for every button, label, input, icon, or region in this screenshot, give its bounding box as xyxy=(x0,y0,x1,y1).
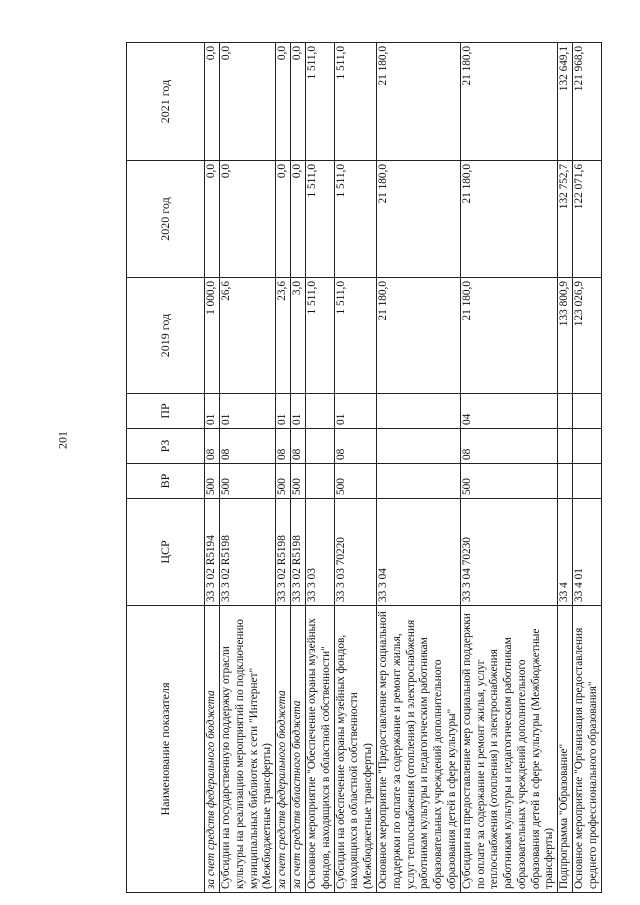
cell-name: Основное мероприятие "Предоставление мер социальной поддержки по оплате за содержание и ремонт жилья, услуг теплоснабжения (отопления) и электроснабжения работникам культуры и педагогическим работникам образовательных учреждений дополнительного образования детей в сфере культуры" xyxy=(377,606,461,893)
cell-2019: 21 180,0 xyxy=(460,278,557,394)
cell-vr: 500 xyxy=(205,464,220,499)
cell-csr: 33 3 03 xyxy=(306,499,335,606)
cell-name: за счет средств федерального бюджета xyxy=(276,606,291,893)
cell-vr: 500 xyxy=(334,464,376,499)
cell-name: Субсидии на предоставление мер социальной поддержки по оплате за содержание и ремонт жилья, услуг теплоснабжения (отопления) и электроснабжения работникам культуры и педагогическим работникам образовательных учреждений дополнительного образования детей в сфере культуры (Межбюджетные трансферты) xyxy=(460,606,557,893)
cell-csr: 33 3 02 R5194 xyxy=(205,499,220,606)
cell-name: за счет средств областного бюджета xyxy=(291,606,306,893)
cell-csr: 33 3 03 70220 xyxy=(334,499,376,606)
cell-csr: 33 3 02 R5198 xyxy=(220,499,276,606)
cell-rz: 08 xyxy=(276,429,291,464)
cell-2021: 1 511,0 xyxy=(334,43,376,161)
cell-name: Основное мероприятие "Организация предоставления среднего профессионального образования" xyxy=(573,606,602,893)
cell-2021: 0,0 xyxy=(276,43,291,161)
header-rz: РЗ xyxy=(127,429,205,464)
cell-2020: 0,0 xyxy=(291,161,306,278)
table-row xyxy=(291,43,306,893)
cell-vr: 500 xyxy=(276,464,291,499)
cell-2019: 1 511,0 xyxy=(334,278,376,394)
header-2019: 2019 год xyxy=(127,278,205,394)
cell-name: Основное мероприятие "Обеспечение охраны музейных фондов, находящихся в областной собственности" xyxy=(306,606,335,893)
cell-2019: 23,6 xyxy=(276,278,291,394)
cell-2020: 21 180,0 xyxy=(377,161,461,278)
cell-2019: 26,6 xyxy=(220,278,276,394)
cell-2020: 0,0 xyxy=(220,161,276,278)
header-pr: ПР xyxy=(127,394,205,429)
cell-csr: 33 4 01 xyxy=(573,499,602,606)
budget-table xyxy=(126,42,602,893)
cell-rz: 08 xyxy=(205,429,220,464)
cell-2019: 1 511,0 xyxy=(306,278,335,394)
cell-vr xyxy=(377,464,461,499)
rotated-table-wrapper xyxy=(126,43,599,893)
cell-vr xyxy=(558,464,573,499)
cell-2020: 0,0 xyxy=(276,161,291,278)
cell-csr: 33 3 02 R5198 xyxy=(276,499,291,606)
table-row xyxy=(276,43,291,893)
table-body xyxy=(205,43,602,893)
header-vr: ВР xyxy=(127,464,205,499)
cell-pr: 01 xyxy=(291,394,306,429)
page-number: 201 xyxy=(55,431,70,449)
cell-2021: 0,0 xyxy=(220,43,276,161)
cell-name: Подпрограмма "Образование" xyxy=(558,606,573,893)
cell-pr xyxy=(558,394,573,429)
cell-name: Субсидии на государственную поддержку отрасли культуры на реализацию мероприятий по подключению муниципальных библиотек к сети "Интернет" (Межбюджетные трансферты) xyxy=(220,606,276,893)
table-row xyxy=(220,43,276,893)
cell-2021: 1 511,0 xyxy=(306,43,335,161)
cell-2019: 133 800,9 xyxy=(558,278,573,394)
cell-name: за счет средств федерального бюджета xyxy=(205,606,220,893)
cell-2020: 0,0 xyxy=(205,161,220,278)
cell-pr xyxy=(573,394,602,429)
cell-name: Субсидии на обеспечение охраны музейных фондов, находящихся в областной собственности (Межбюджетные трансферты) xyxy=(334,606,376,893)
table-row xyxy=(377,43,461,893)
table-header xyxy=(127,43,205,893)
cell-2019: 1 000,0 xyxy=(205,278,220,394)
cell-2020: 122 071,6 xyxy=(573,161,602,278)
table-row xyxy=(573,43,602,893)
cell-vr: 500 xyxy=(291,464,306,499)
cell-2021: 0,0 xyxy=(291,43,306,161)
cell-pr: 01 xyxy=(276,394,291,429)
cell-2021: 121 968,0 xyxy=(573,43,602,161)
cell-pr xyxy=(377,394,461,429)
cell-2020: 21 180,0 xyxy=(460,161,557,278)
cell-pr: 04 xyxy=(460,394,557,429)
header-2020: 2020 год xyxy=(127,161,205,278)
cell-vr: 500 xyxy=(460,464,557,499)
table-row xyxy=(205,43,220,893)
cell-rz xyxy=(377,429,461,464)
cell-2019: 3,0 xyxy=(291,278,306,394)
cell-2019: 123 026,9 xyxy=(573,278,602,394)
cell-2020: 1 511,0 xyxy=(334,161,376,278)
cell-pr: 01 xyxy=(220,394,276,429)
cell-rz: 08 xyxy=(220,429,276,464)
header-csr: ЦСР xyxy=(127,499,205,606)
cell-rz: 08 xyxy=(334,429,376,464)
cell-csr: 33 3 02 R5198 xyxy=(291,499,306,606)
cell-2019: 21 180,0 xyxy=(377,278,461,394)
cell-vr xyxy=(573,464,602,499)
cell-csr: 33 3 04 70230 xyxy=(460,499,557,606)
cell-rz xyxy=(558,429,573,464)
cell-2021: 21 180,0 xyxy=(377,43,461,161)
table-row xyxy=(460,43,557,893)
cell-rz xyxy=(306,429,335,464)
cell-pr xyxy=(306,394,335,429)
cell-rz xyxy=(573,429,602,464)
cell-2021: 0,0 xyxy=(205,43,220,161)
header-2021: 2021 год xyxy=(127,43,205,161)
cell-vr xyxy=(306,464,335,499)
cell-rz: 08 xyxy=(291,429,306,464)
cell-rz: 08 xyxy=(460,429,557,464)
cell-pr: 01 xyxy=(205,394,220,429)
cell-pr: 01 xyxy=(334,394,376,429)
cell-2021: 132 649,1 xyxy=(558,43,573,161)
header-name: Наименование показателя xyxy=(127,606,205,893)
cell-2020: 1 511,0 xyxy=(306,161,335,278)
table-row xyxy=(334,43,376,893)
cell-vr: 500 xyxy=(220,464,276,499)
cell-csr: 33 4 xyxy=(558,499,573,606)
cell-2020: 132 752,7 xyxy=(558,161,573,278)
table-row xyxy=(558,43,573,893)
cell-2021: 21 180,0 xyxy=(460,43,557,161)
cell-csr: 33 3 04 xyxy=(377,499,461,606)
table-row xyxy=(306,43,335,893)
